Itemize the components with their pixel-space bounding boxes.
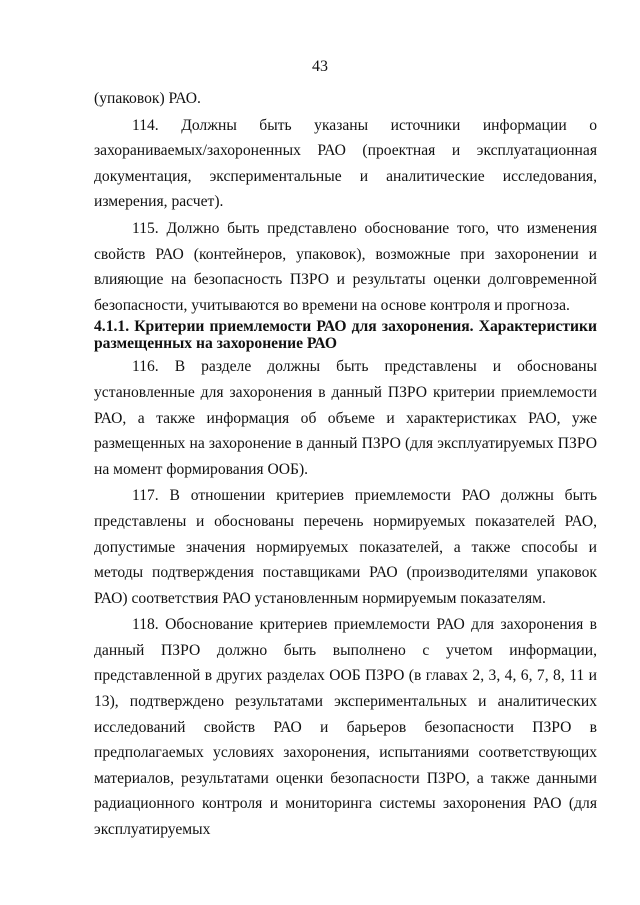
- paragraph-117: 117. В отношении критериев приемлемости РАО должны быть представлены и обоснованы перечень нормируемых показателей РАО, допустимые значения нормируемых показателей, а также способы и методы подтверждения поставщиками РАО (производителями упаковок РАО) соответствия РАО установленным нормируемым показателям.: [94, 487, 597, 607]
- paragraph-114: 114. Должны быть указаны источники информации о захораниваемых/захороненных РАО (проектная и эксплуатационная документация, экспериментальные и аналитические исследования, измерения, расчет).: [94, 116, 597, 211]
- section-heading-4-1-1: 4.1.1. Критерии приемлемости РАО для захоронения. Характеристики размещенных на захоронение РАО: [94, 318, 597, 353]
- paragraph-continuation: (упаковок) РАО.: [94, 90, 201, 107]
- paragraph-115: 115. Должно быть представлено обоснование того, что изменения свойств РАО (контейнеров, упаковок), возможные при захоронении и влияющие на безопасность ПЗРО и результаты оценки долговременной безопасности, учитываются во времени на основе контроля и прогноза.: [94, 219, 597, 314]
- paragraph-118: 118. Обоснование критериев приемлемости РАО для захоронения в данный ПЗРО должно быть выполнено с учетом информации, представленной в других разделах ООБ ПЗРО (в главах 2, 3, 4, 6, 7, 8, 11 и 13), подтверждено результатами экспериментальных и аналитических исследований свойств РАО и барьеров безопасности ПЗРО в предполагаемых условиях захоронения, испытаниями соответствующих материалов, результатами оценки безопасности ПЗРО, а также данными радиационного контроля и мониторинга системы захоронения РАО (для эксплуатируемых: [94, 616, 597, 839]
- document-body: [94, 86, 597, 843]
- paragraph-116: 116. В разделе должны быть представлены и обоснованы установленные для захоронения в данный ПЗРО критерии приемлемости РАО, а также информация об объеме и характеристиках РАО, уже размещенных на захоронение в данный ПЗРО (для эксплуатируемых ПЗРО на момент формирования ООБ).: [94, 358, 597, 478]
- page-number: 43: [312, 58, 328, 75]
